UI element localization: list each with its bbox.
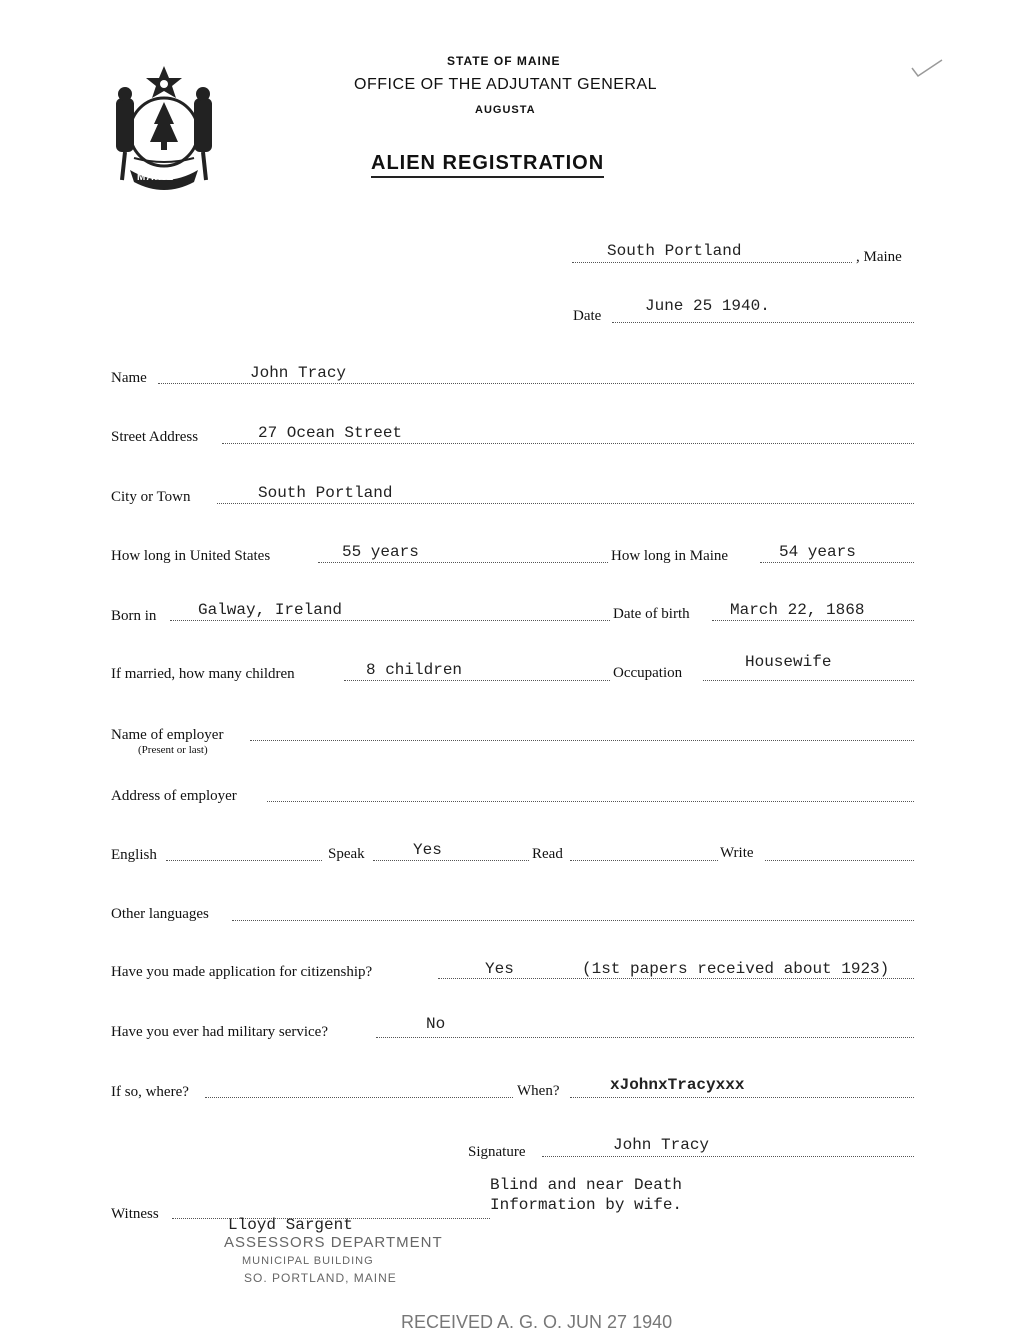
how-long-maine-value: 54 years [779, 543, 856, 561]
location-suffix: , Maine [856, 249, 902, 265]
remark-line-2: Information by wife. [490, 1196, 683, 1214]
when-label: When? [517, 1083, 560, 1099]
speak-label: Speak [328, 846, 365, 862]
where-label: If so, where? [111, 1084, 189, 1100]
date-of-birth-label: Date of birth [613, 606, 690, 622]
citizenship-value: Yes [485, 960, 514, 978]
witness-value: Lloyd Sargent [228, 1216, 353, 1234]
stamp-line-1: ASSESSORS DEPARTMENT [224, 1234, 443, 1251]
street-value: 27 Ocean Street [258, 424, 403, 442]
witness-label: Witness [111, 1206, 159, 1222]
how-long-maine-label: How long in Maine [611, 548, 729, 564]
speak-value: Yes [413, 841, 442, 859]
remark-line-1: Blind and near Death [490, 1176, 683, 1194]
city-value: South Portland [258, 484, 393, 502]
employer-name-sublabel: (Present or last) [138, 744, 208, 756]
signature-value: John Tracy [613, 1136, 710, 1154]
date-label: Date [573, 308, 602, 324]
when-value: xJohnxTracyxxx [610, 1076, 745, 1094]
stamp-line-2: MUNICIPAL BUILDING [242, 1255, 374, 1267]
stamp-line-3: SO. PORTLAND, MAINE [244, 1271, 397, 1285]
form-title: ALIEN REGISTRATION [371, 152, 604, 178]
occupation-label: Occupation [613, 665, 683, 681]
military-value: No [426, 1015, 446, 1033]
office-heading: OFFICE OF THE ADJUTANT GENERAL [354, 76, 658, 93]
children-label: If married, how many children [111, 666, 295, 682]
location-value: South Portland [607, 242, 742, 260]
street-label: Street Address [111, 429, 199, 445]
occupation-value: Housewife [745, 653, 832, 671]
born-in-label: Born in [111, 608, 157, 624]
children-value: 8 children [366, 661, 463, 679]
date-of-birth-value: March 22, 1868 [730, 601, 865, 619]
military-label: Have you ever had military service? [111, 1024, 328, 1040]
city-label: City or Town [111, 489, 191, 505]
how-long-us-value: 55 years [342, 543, 419, 561]
state-seal-icon [112, 62, 216, 190]
read-label: Read [532, 846, 563, 862]
english-label: English [111, 847, 157, 863]
city-heading: AUGUSTA [475, 104, 536, 116]
check-mark-icon [910, 58, 944, 78]
name-value: John Tracy [250, 364, 347, 382]
write-label: Write [720, 845, 754, 861]
other-languages-label: Other languages [111, 906, 209, 922]
employer-address-label: Address of employer [111, 788, 237, 804]
citizenship-note: (1st papers received about 1923) [582, 960, 890, 978]
received-stamp: RECEIVED A. G. O. JUN 27 1940 [401, 1312, 673, 1332]
employer-name-label: Name of employer [111, 727, 224, 743]
citizenship-label: Have you made application for citizenship? [111, 964, 373, 980]
name-label: Name [111, 370, 147, 386]
date-value: June 25 1940. [645, 297, 770, 315]
state-heading: STATE OF MAINE [447, 54, 561, 68]
how-long-us-label: How long in United States [111, 548, 271, 564]
seal-banner-text: MAINE [137, 172, 175, 183]
born-in-value: Galway, Ireland [198, 601, 343, 619]
signature-label: Signature [468, 1144, 526, 1160]
